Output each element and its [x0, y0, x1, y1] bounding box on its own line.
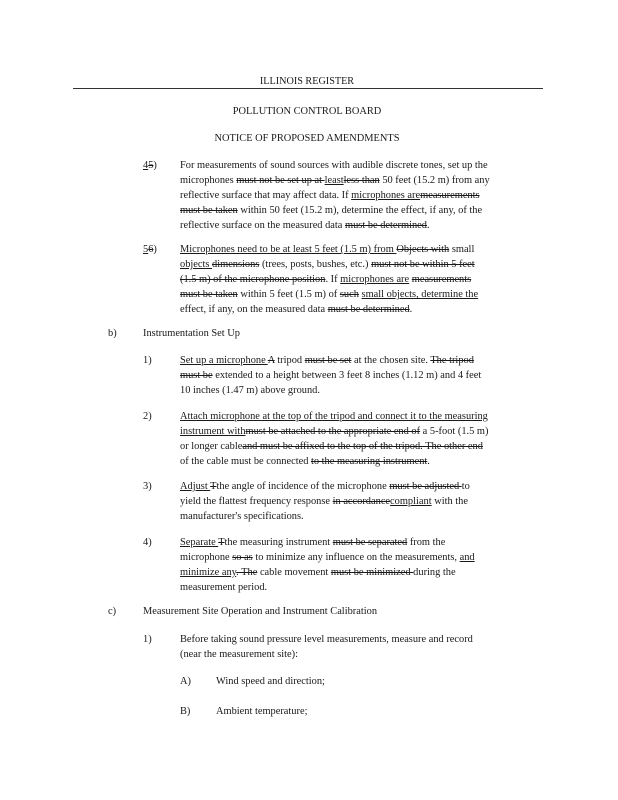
item-label: 1) [143, 634, 152, 645]
text-line: manufacturer's specifications. [180, 511, 304, 523]
text-line: measurement period. [180, 582, 268, 594]
text-line: of the cable must be connected to the measuring instrument. [180, 456, 430, 468]
notice-title: NOTICE OF PROPOSED AMENDMENTS [214, 133, 400, 144]
item-label: 1) [143, 355, 152, 366]
text-line: Attach microphone at the top of the tripod and connect it to the measuring [180, 411, 488, 422]
item-label: 4) [143, 537, 152, 548]
text-line: Set up a microphone A tripod must be set at the chosen site. The tripod [180, 355, 474, 366]
text-line: Separate Tthe measuring instrument must be separated from the [180, 537, 446, 548]
text-line: reflective surface that may affect data. If microphones aremeasurements [180, 190, 480, 202]
text-line: must be extended to a height between 3 feet 8 inches (1.12 m) and 4 feet [180, 370, 482, 382]
text-line: yield the flattest frequency response in accordancecompliant with the [180, 496, 468, 508]
section-title: Measurement Site Operation and Instrument Calibration [143, 606, 378, 617]
register-title: ILLINOIS REGISTER [259, 76, 355, 87]
text-line: objects dimensions (trees, posts, bushes, etc.) must not be within 5 feet [180, 259, 475, 271]
text-line: (near the measurement site): [180, 649, 298, 661]
header-rule [73, 88, 543, 89]
text-line: 10 inches (1.47 m) above ground. [180, 385, 320, 397]
subitem-label: A) [180, 676, 191, 687]
section-label: c) [108, 606, 117, 617]
item-label: 45) [143, 160, 157, 171]
board-title: POLLUTION CONTROL BOARD [232, 106, 382, 117]
paragraph [180, 479, 470, 524]
text-line: minimize any. The cable movement must be minimized during the [180, 567, 456, 579]
text-line: (1.5 m) of the microphone position. If microphones are measurements [180, 274, 472, 286]
text-line: Before taking sound pressure level measurements, measure and record [180, 634, 473, 645]
text-line: For measurements of sound sources with audible discrete tones, set up the [180, 160, 488, 171]
item-label: 56) [143, 244, 157, 255]
text-line: must be taken within 50 feet (15.2 m), determine the effect, if any, of the [180, 205, 483, 217]
paragraph [180, 409, 488, 469]
text-line: must be taken within 5 feet (1.5 m) of such small objects, determine the [180, 289, 479, 301]
text-line: Microphones need to be at least 5 feet (1.5 m) from Objects with small [180, 244, 475, 255]
text-line: microphones must not be set up at leastless than 50 feet (15.2 m) from any [180, 175, 490, 187]
text-line: instrument withmust be attached to the appropriate end of a 5-foot (1.5 m) [180, 426, 489, 438]
paragraph [180, 158, 490, 233]
text-line: microphone so as to minimize any influence on the measurements, and [180, 552, 475, 564]
section-label: b) [108, 328, 117, 339]
paragraph [180, 242, 478, 317]
text-line: reflective surface on the measured data must be determined. [180, 220, 430, 232]
item-label: 2) [143, 411, 152, 422]
paragraph [180, 535, 475, 595]
text-line: effect, if any, on the measured data must be determined. [180, 304, 413, 316]
section-title: Instrumentation Set Up [143, 328, 240, 339]
text-line: Adjust Tthe angle of incidence of the microphone must be adjusted to [180, 481, 470, 492]
item-label: 3) [143, 481, 152, 492]
subitem-text: Wind speed and direction; [216, 676, 325, 687]
text-line: or longer cableand must be affixed to the top of the tripod. The other end [180, 441, 483, 453]
subitem-text: Ambient temperature; [216, 706, 308, 717]
subitem-label: B) [180, 706, 191, 717]
paragraph [180, 632, 473, 662]
paragraph [180, 353, 481, 398]
